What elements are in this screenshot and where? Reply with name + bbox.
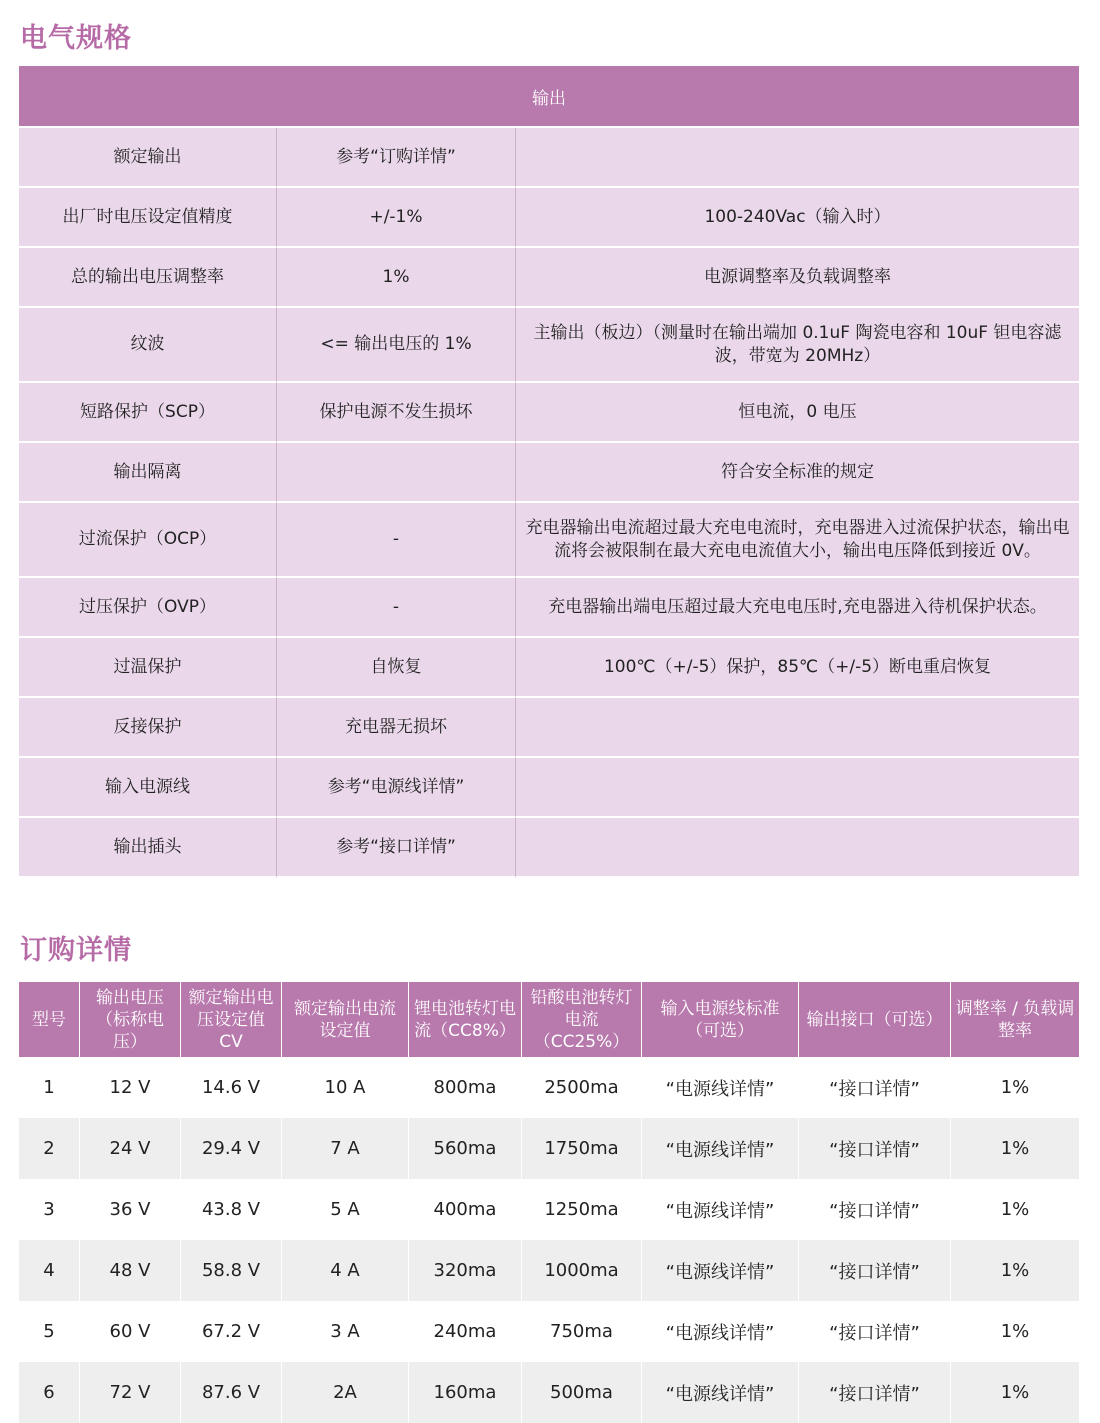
order-col-header: 额定输出电压设定值 CV (181, 982, 282, 1057)
order-cell: 1% (951, 1362, 1079, 1423)
spec-row (19, 383, 1079, 443)
spec-param-note: 100℃（+/-5）保护，85℃（+/-5）断电重启恢复 (516, 638, 1079, 698)
order-row (19, 1240, 1079, 1301)
spec-param-name: 总的输出电压调整率 (19, 248, 277, 308)
spec-row (19, 443, 1079, 503)
spec-row (19, 128, 1079, 188)
spec-param-value: 保护电源不发生损坏 (277, 383, 516, 443)
spec-param-name: 额定输出 (19, 128, 277, 188)
order-cell: 48 V (80, 1240, 181, 1301)
order-cell: 3 A (282, 1301, 409, 1362)
spec-param-note (516, 698, 1079, 758)
spec-param-name: 纹波 (19, 308, 277, 383)
order-cell: 2 (19, 1118, 80, 1179)
spec-param-name: 反接保护 (19, 698, 277, 758)
spec-param-note (516, 758, 1079, 818)
spec-row (19, 818, 1079, 878)
order-cell: 4 A (282, 1240, 409, 1301)
order-cell: 1250ma (522, 1179, 642, 1240)
spec-row (19, 248, 1079, 308)
order-col-header: 输入电源线标准（可选） (642, 982, 799, 1057)
spec-param-note: 充电器输出端电压超过最大充电电压时,充电器进入待机保护状态。 (516, 578, 1079, 638)
spec-param-name: 短路保护（SCP） (19, 383, 277, 443)
order-cell: “电源线详情” (642, 1240, 799, 1301)
electrical-spec-table (19, 66, 1079, 878)
spec-param-name: 过流保护（OCP） (19, 503, 277, 578)
spec-param-note: 电源调整率及负载调整率 (516, 248, 1079, 308)
order-cell: 10 A (282, 1057, 409, 1118)
order-cell: 5 (19, 1301, 80, 1362)
order-cell: 400ma (409, 1179, 522, 1240)
order-cell: 1% (951, 1057, 1079, 1118)
order-cell: 1 (19, 1057, 80, 1118)
order-cell: “电源线详情” (642, 1301, 799, 1362)
spec-param-name: 输出插头 (19, 818, 277, 878)
spec-param-value: - (277, 503, 516, 578)
order-cell: “接口详情” (799, 1179, 951, 1240)
order-cell: “接口详情” (799, 1301, 951, 1362)
order-col-header: 型号 (19, 982, 80, 1057)
order-cell: 29.4 V (181, 1118, 282, 1179)
spec-param-note: 恒电流，0 电压 (516, 383, 1079, 443)
spec-param-name: 过温保护 (19, 638, 277, 698)
spec-param-note (516, 128, 1079, 188)
spec-param-name: 输出隔离 (19, 443, 277, 503)
order-cell: 1750ma (522, 1118, 642, 1179)
order-cell: 750ma (522, 1301, 642, 1362)
order-details-table (19, 982, 1079, 1423)
order-row (19, 1301, 1079, 1362)
order-cell: 800ma (409, 1057, 522, 1118)
spec-param-note: 100-240Vac（输入时） (516, 188, 1079, 248)
order-cell: 60 V (80, 1301, 181, 1362)
order-cell: 560ma (409, 1118, 522, 1179)
spec-param-value (277, 443, 516, 503)
order-cell: “接口详情” (799, 1057, 951, 1118)
section-title-electrical-specs: 电气规格 (20, 23, 132, 54)
order-cell: 2500ma (522, 1057, 642, 1118)
order-row (19, 1118, 1079, 1179)
order-cell: 1000ma (522, 1240, 642, 1301)
order-table-body (19, 1057, 1079, 1423)
order-cell: “电源线详情” (642, 1057, 799, 1118)
spec-row (19, 758, 1079, 818)
order-cell: 24 V (80, 1118, 181, 1179)
spec-param-value: 充电器无损坏 (277, 698, 516, 758)
order-cell: 6 (19, 1362, 80, 1423)
order-cell: 4 (19, 1240, 80, 1301)
order-cell: 14.6 V (181, 1057, 282, 1118)
order-cell: 72 V (80, 1362, 181, 1423)
spec-param-value: - (277, 578, 516, 638)
order-cell: 1% (951, 1301, 1079, 1362)
order-cell: “接口详情” (799, 1240, 951, 1301)
order-cell: 1% (951, 1179, 1079, 1240)
order-cell: 58.8 V (181, 1240, 282, 1301)
order-cell: 67.2 V (181, 1301, 282, 1362)
order-cell: 36 V (80, 1179, 181, 1240)
order-cell: 43.8 V (181, 1179, 282, 1240)
order-col-header: 调整率 / 负载调整率 (951, 982, 1079, 1057)
order-header-row (19, 982, 1079, 1057)
order-cell: “接口详情” (799, 1118, 951, 1179)
order-cell: 12 V (80, 1057, 181, 1118)
spec-param-name: 输入电源线 (19, 758, 277, 818)
order-cell: “电源线详情” (642, 1179, 799, 1240)
order-cell: 160ma (409, 1362, 522, 1423)
spec-row (19, 638, 1079, 698)
order-cell: 3 (19, 1179, 80, 1240)
spec-param-name: 过压保护（OVP） (19, 578, 277, 638)
order-col-header: 额定输出电流设定值 (282, 982, 409, 1057)
spec-param-note (516, 818, 1079, 878)
order-col-header: 输出电压（标称电压） (80, 982, 181, 1057)
spec-param-value: 参考“接口详情” (277, 818, 516, 878)
order-col-header: 输出接口（可选） (799, 982, 951, 1057)
spec-row (19, 308, 1079, 383)
spec-row (19, 188, 1079, 248)
order-row (19, 1179, 1079, 1240)
spec-param-value: +/-1% (277, 188, 516, 248)
spec-row (19, 698, 1079, 758)
order-cell: “接口详情” (799, 1362, 951, 1423)
order-col-header: 锂电池转灯电流（CC8%） (409, 982, 522, 1057)
order-row (19, 1362, 1079, 1423)
spec-param-value: <= 输出电压的 1% (277, 308, 516, 383)
order-cell: 5 A (282, 1179, 409, 1240)
spec-row (19, 578, 1079, 638)
order-cell: “电源线详情” (642, 1118, 799, 1179)
spec-row (19, 503, 1079, 578)
spec-param-value: 参考“订购详情” (277, 128, 516, 188)
order-row (19, 1057, 1079, 1118)
spec-param-value: 自恢复 (277, 638, 516, 698)
spec-param-note: 充电器输出电流超过最大充电电流时，充电器进入过流保护状态，输出电流将会被限制在最大充电电流值大小，输出电压降低到接近 0V。 (516, 503, 1079, 578)
order-cell: 87.6 V (181, 1362, 282, 1423)
spec-param-value: 1% (277, 248, 516, 308)
section-title-order-details: 订购详情 (20, 935, 132, 966)
order-cell: 7 A (282, 1118, 409, 1179)
order-cell: 240ma (409, 1301, 522, 1362)
spec-table-body (19, 128, 1079, 878)
spec-header-row (19, 66, 1079, 128)
spec-param-value: 参考“电源线详情” (277, 758, 516, 818)
order-cell: 1% (951, 1240, 1079, 1301)
spec-param-name: 出厂时电压设定值精度 (19, 188, 277, 248)
order-cell: 1% (951, 1118, 1079, 1179)
order-cell: 2A (282, 1362, 409, 1423)
order-cell: “电源线详情” (642, 1362, 799, 1423)
order-cell: 500ma (522, 1362, 642, 1423)
order-cell: 320ma (409, 1240, 522, 1301)
spec-header-output: 输出 (19, 66, 1079, 128)
order-col-header: 铅酸电池转灯电流（CC25%） (522, 982, 642, 1057)
spec-param-note: 符合安全标准的规定 (516, 443, 1079, 503)
spec-param-note: 主输出（板边）（测量时在输出端加 0.1uF 陶瓷电容和 10uF 钽电容滤波，带宽为 20MHz） (516, 308, 1079, 383)
